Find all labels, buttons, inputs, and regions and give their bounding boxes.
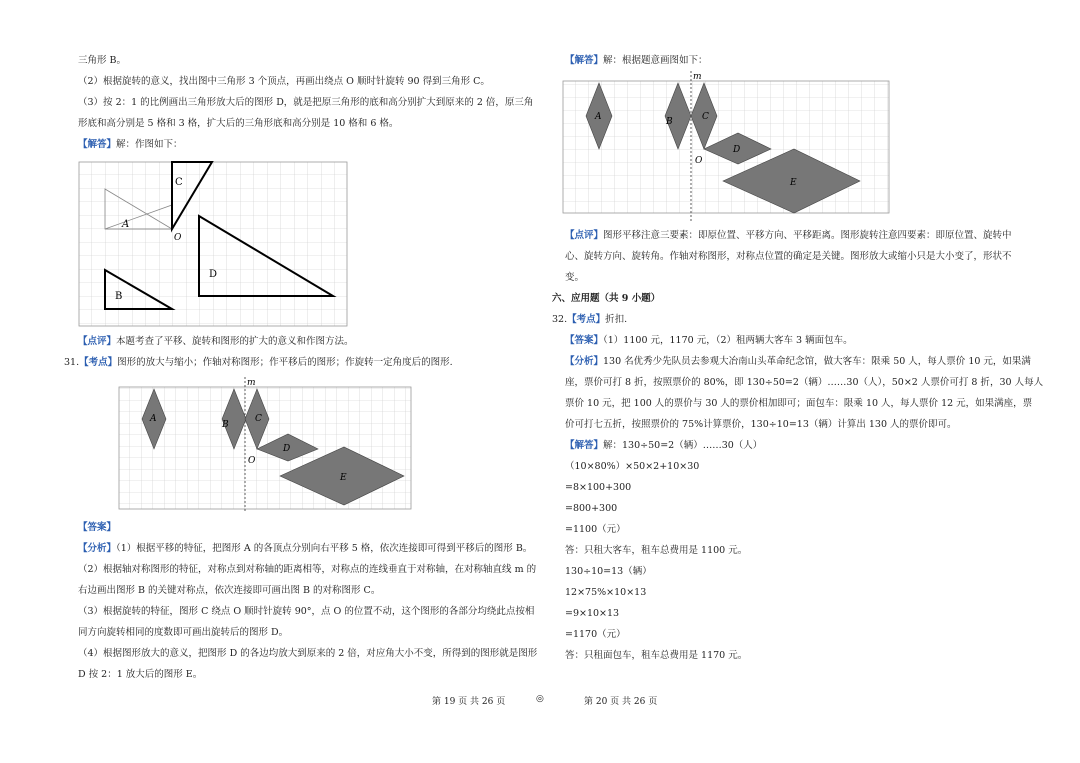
text-line: D 按 2：1 放大后的图形 E。 <box>78 669 203 680</box>
label-e: E <box>790 178 797 188</box>
calc-line: =1170（元） <box>565 629 626 640</box>
q31-number: 31. <box>64 357 80 368</box>
label-o: O <box>695 156 703 166</box>
jieda-text: 解：作图如下： <box>116 139 183 150</box>
q32-kaodian-tag: 【考点】 <box>567 314 606 325</box>
q32-header <box>552 309 1020 330</box>
label-d: D <box>209 269 218 280</box>
text-line: 价可打七五折，按照票价的 75%计算票价，130÷10=13（辆）计算出 130 人的票价即可。 <box>565 419 957 430</box>
calc-line: =1100（元） <box>565 524 626 535</box>
text-line: 三角形 B。 <box>78 55 127 66</box>
dianping-tag: 【点评】 <box>78 336 117 347</box>
text-line: 票价 10 元，把 100 人的票价与 30 人的票价相加即可；面包车：限乘 10 人，每人票价 12 元，如果满座，票 <box>565 398 1033 409</box>
jieda2-text: 解：130÷50=2（辆）……30（人） <box>603 440 763 451</box>
fenxi-line <box>552 351 1031 372</box>
text-line: 形底和高分别是 5 格和 3 格，扩大后的三角形底和高分别是 10 格和 6 格。 <box>78 118 399 129</box>
label-b: B <box>115 291 123 302</box>
comment-line <box>552 225 1020 246</box>
rhombus-grid-figure-left <box>118 377 412 513</box>
comment-line <box>78 331 530 352</box>
left-page-number: 第 19 页 共 26 页 <box>432 697 506 707</box>
text-line: （3）根据旋转的特征，图形 C 绕点 O 顺时针旋转 90°，点 O 的位置不动，这个图形的各部分均绕此点按相 <box>78 606 535 617</box>
calc-line: 答：只租大客车，租车总费用是 1100 元。 <box>565 545 748 556</box>
page-footer <box>0 694 1080 708</box>
section-title: 六、应用题（共 9 小题） <box>552 293 661 304</box>
answer-line <box>78 134 530 155</box>
dianping-text: 本题考查了平移、旋转和图形的扩大的意义和作图方法。 <box>116 336 354 347</box>
text-line: 变。 <box>565 272 585 283</box>
daan-line <box>552 330 1020 351</box>
calc-line: =8×100+300 <box>565 482 632 493</box>
label-e: E <box>340 473 347 483</box>
label-a: A <box>122 219 130 230</box>
label-a: A <box>595 112 602 122</box>
q32-kaodian: 折扣. <box>605 314 628 325</box>
left-column <box>64 50 538 685</box>
label-o: O <box>174 233 182 243</box>
calc-line: 130÷10=13（辆） <box>565 566 652 577</box>
separator-symbol: ◎ <box>536 694 544 704</box>
fenxi-text: 130 名优秀少先队员去参观大冶南山头革命纪念馆，做大客车：限乘 50 人，每人票价 10 元，如果满 <box>603 356 1031 367</box>
text-line: （2）根据旋转的意义，找出图中三角形 3 个顶点，再画出绕点 O 顺时针旋转 90 得到三角形 C。 <box>78 76 490 87</box>
label-c: C <box>175 177 183 188</box>
text-line: 心、旋转方向、旋转角。作轴对称图形，对称点位置的确定是关键。图形放大或缩小只是大小变了，形状不 <box>565 251 1012 262</box>
q31-kaodian-tag: 【考点】 <box>79 357 118 368</box>
text-line: 座，票价可打 8 折，按照票价的 80%，即 130÷50=2（辆）……30（人），50×2 人票价可打 8 折，30 人每人 <box>565 377 1044 388</box>
text-line: （2）根据轴对称图形的特征，对称点到对称轴的距离相等，对称点的连线垂直于对称轴，在对称轴直线 m 的 <box>78 564 537 575</box>
label-c: C <box>255 414 262 424</box>
jieda-text: 解：根据题意画图如下： <box>603 55 708 66</box>
q31-kaodian: 图形的放大与缩小；作轴对称图形；作平移后的图形；作旋转一定角度后的图形. <box>117 357 453 368</box>
jieda-tag: 【解答】 <box>78 139 117 150</box>
figure-triangles <box>78 161 530 327</box>
figure-rhombus-left <box>118 377 530 513</box>
label-d: D <box>283 444 291 454</box>
daan-text: （1）1100 元，1170 元，（2）租两辆大客车 3 辆面包车。 <box>603 335 853 346</box>
label-m: m <box>693 72 702 82</box>
label-c: C <box>702 112 709 122</box>
calc-line: （10×80%）×50×2+10×30 <box>565 461 700 472</box>
jieda-tag: 【解答】 <box>565 55 604 66</box>
jieda2-line <box>552 435 1020 456</box>
q31-header <box>64 352 530 373</box>
label-b: B <box>666 117 673 127</box>
label-o: O <box>248 456 256 466</box>
calc-line: =9×10×13 <box>565 608 620 619</box>
right-column <box>552 50 1044 666</box>
calc-line: =800+300 <box>565 503 618 514</box>
dianping-tag: 【点评】 <box>565 230 604 241</box>
dianping-text: 图形平移注意三要素：即原位置、平移方向、平移距离。图形旋转注意四要素：即原位置、旋转中 <box>603 230 1012 241</box>
triangle-grid-figure <box>78 161 348 327</box>
rhombus-grid-figure-right <box>562 71 892 221</box>
fenxi-line <box>78 538 533 559</box>
fenxi-text: （1）根据平移的特征，把图形 A 的各顶点分别向右平移 5 格，依次连接即可得到平移后的图形 B。 <box>116 543 533 554</box>
figure-rhombus-right <box>562 71 1020 221</box>
daan-tag: 【答案】 <box>78 522 117 533</box>
calc-line: 12×75%×10×13 <box>565 587 647 598</box>
jieda2-tag: 【解答】 <box>565 440 604 451</box>
daan-tag: 【答案】 <box>565 335 604 346</box>
text-line: 同方向旋转相同的度数即可画出旋转后的图形 D。 <box>78 627 289 638</box>
right-page-number: 第 20 页 共 26 页 <box>584 697 658 707</box>
text-line: （3）按 2：1 的比例画出三角形放大后的图形 D，就是把原三角形的底和高分别扩大到原来的 2 倍，原三角 <box>78 97 534 108</box>
daan-line <box>78 517 530 538</box>
label-d: D <box>733 145 741 155</box>
label-m: m <box>247 378 256 388</box>
label-a: A <box>150 414 157 424</box>
q32-number: 32. <box>552 314 568 325</box>
calc-line: 答：只租面包车，租车总费用是 1170 元。 <box>565 650 748 661</box>
text-line: 右边画出图形 B 的关键对称点，依次连接即可画出图 B 的对称图形 C。 <box>78 585 381 596</box>
answer-line <box>552 50 1020 71</box>
text-line: （4）根据图形放大的意义，把图形 D 的各边均放大到原来的 2 倍，对应角大小不变，所得到的图形就是图形 <box>78 648 538 659</box>
label-b: B <box>222 420 229 430</box>
fenxi-tag: 【分析】 <box>565 356 604 367</box>
fenxi-tag: 【分析】 <box>78 543 117 554</box>
